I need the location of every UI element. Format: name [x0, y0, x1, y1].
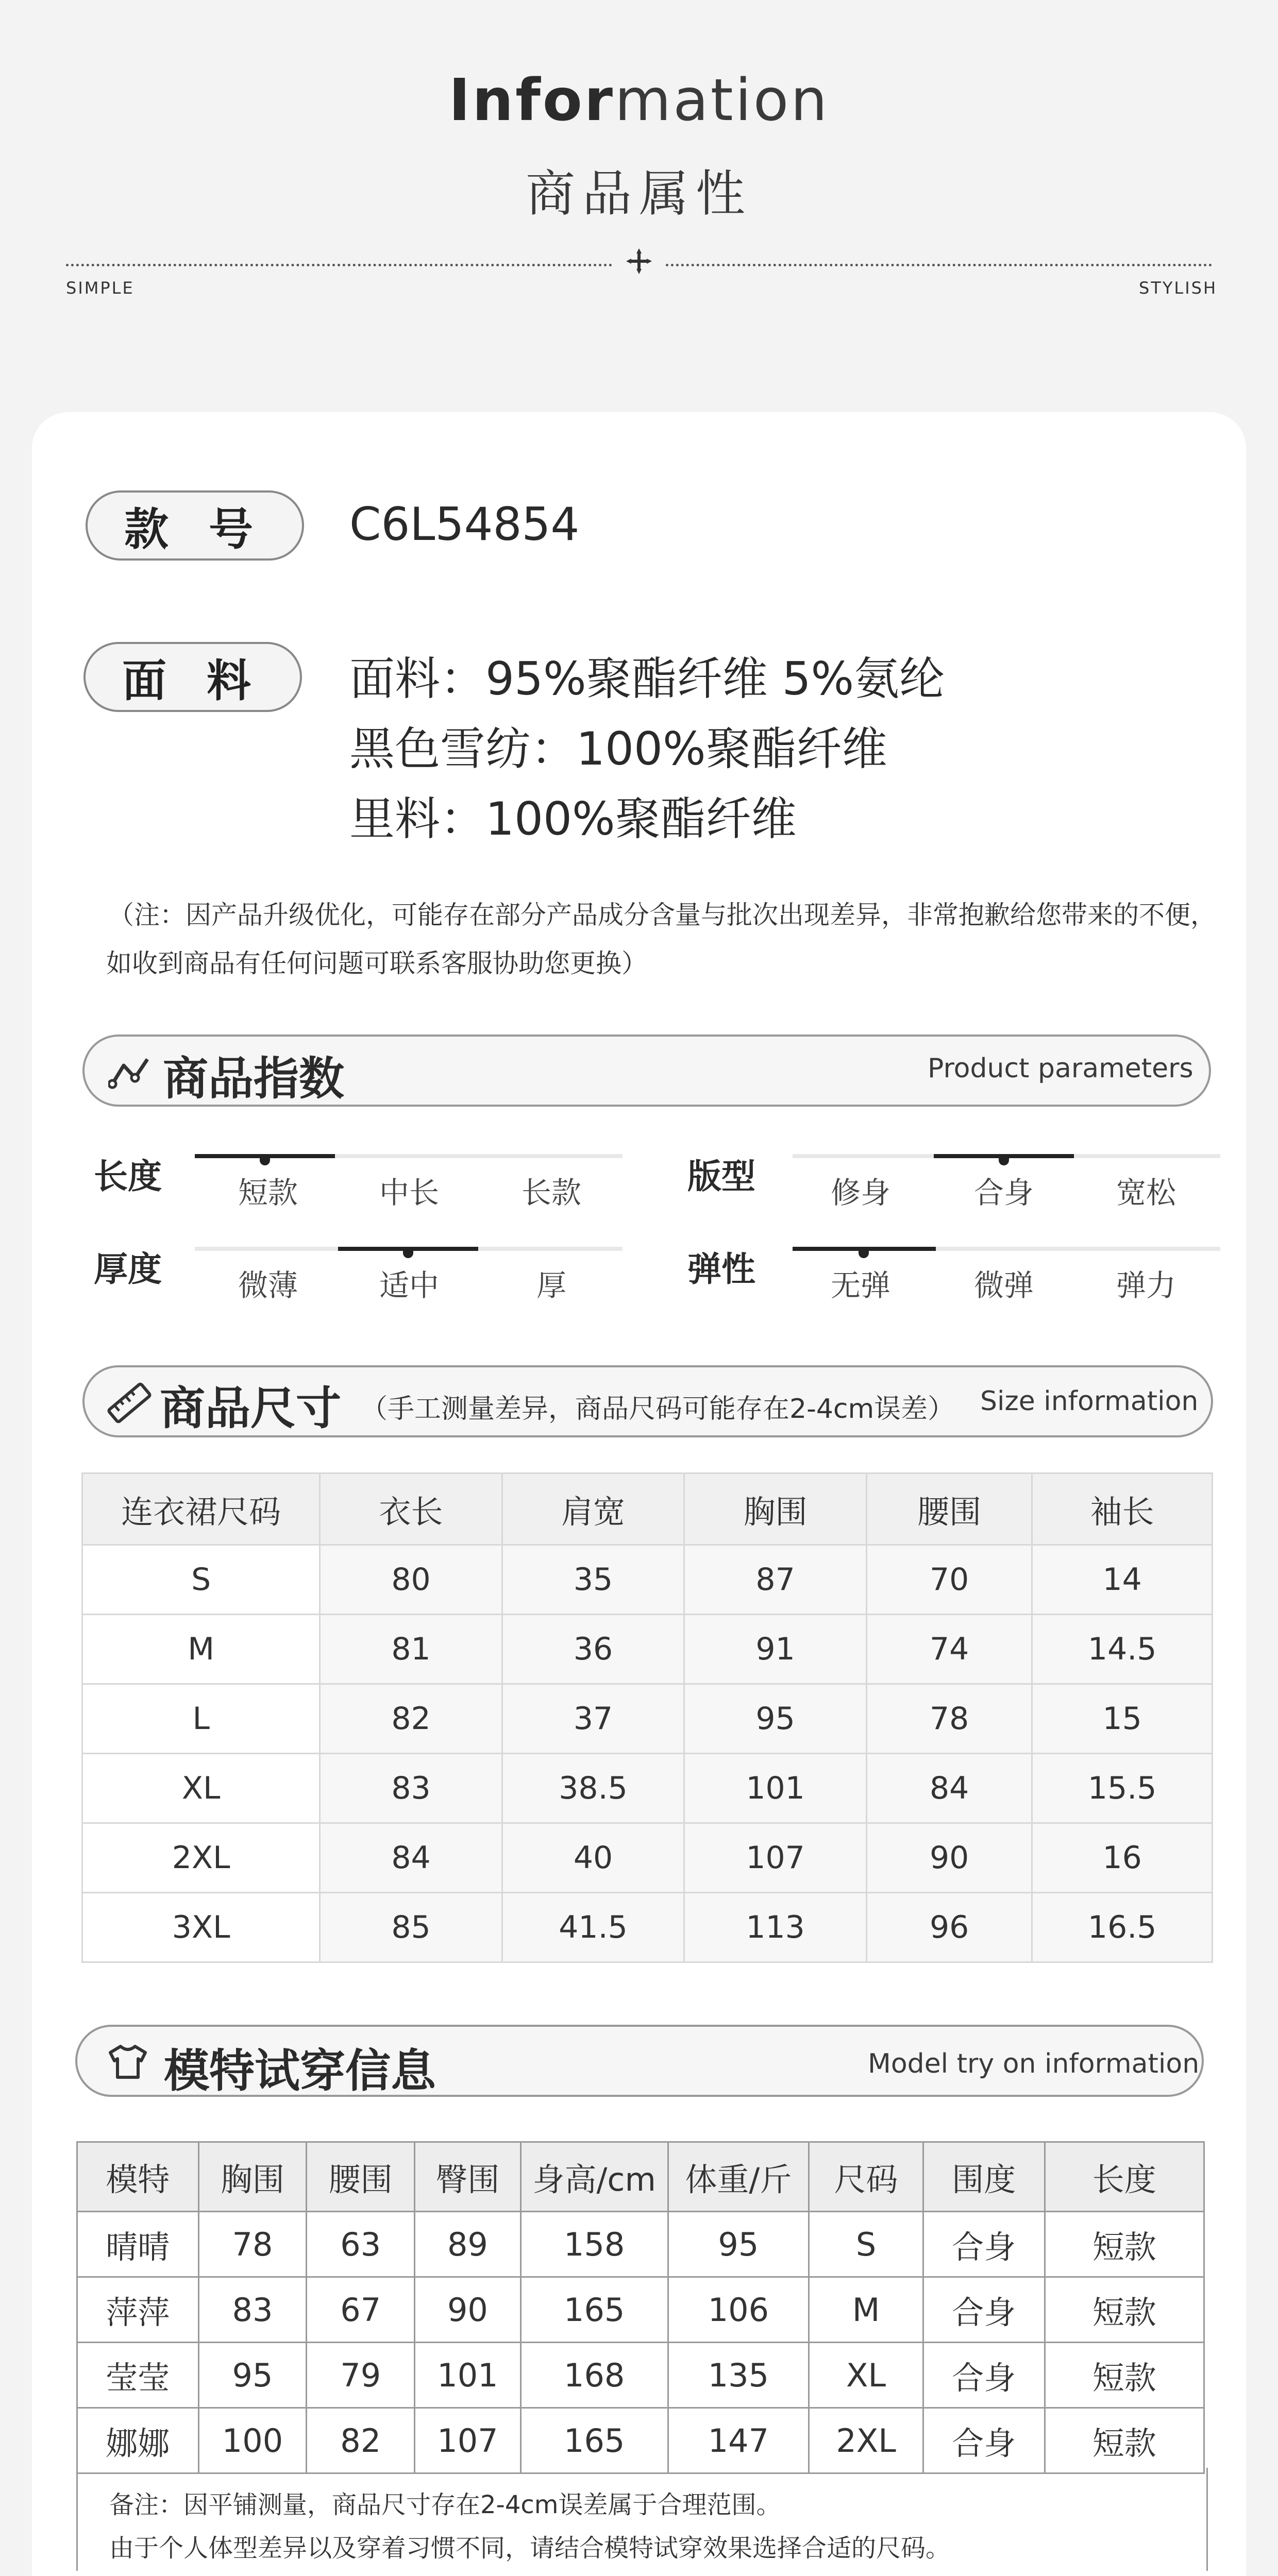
table-cell: 107: [415, 2408, 521, 2473]
fabric-line-2: 黑色雪纺：100%聚酯纤维: [349, 722, 887, 775]
style-no-label: 款 号: [86, 490, 304, 561]
header-divider-right: [666, 264, 1212, 266]
table-cell: 89: [415, 2212, 521, 2277]
table-row: [77, 2212, 1204, 2277]
table-cell: 96: [866, 1893, 1032, 1962]
note-line-2: 如收到商品有任何问题可联系客服协助您更换）: [106, 948, 647, 978]
length-option-2: 中长: [379, 1175, 439, 1210]
model-header-hip: 臀围: [415, 2142, 521, 2212]
table-cell: 16.5: [1032, 1893, 1213, 1962]
model-section-title-en: Model try on information: [868, 2048, 1200, 2079]
size-header-shoulder: 肩宽: [502, 1473, 684, 1545]
table-cell: 合身: [923, 2343, 1045, 2408]
tshirt-icon: [106, 2043, 149, 2080]
header-subtitle: 商品属性: [526, 165, 752, 223]
fabric-line-3: 里料：100%聚酯纤维: [349, 792, 797, 845]
fabric-line-1: 面料：95%聚酯纤维 5%氨纶: [349, 652, 945, 705]
note-line-1: （注：因产品升级优化，可能存在部分产品成分含量与批次出现差异，非常抱歉给您带来的不便，: [108, 900, 1216, 930]
table-cell: 81: [320, 1615, 502, 1684]
index-name-fit: 版型: [687, 1157, 755, 1196]
header-title-light: mation: [615, 67, 830, 134]
table-cell: 158: [520, 2212, 668, 2277]
table-cell: 短款: [1045, 2343, 1204, 2408]
table-cell: 2XL: [82, 1823, 320, 1893]
table-row: [82, 1823, 1213, 1893]
table-cell: 14.5: [1032, 1615, 1213, 1684]
fabric-label: 面 料: [83, 642, 302, 712]
thickness-track-active: [338, 1247, 478, 1251]
size-header-bust: 胸围: [684, 1473, 867, 1545]
table-cell: 41.5: [502, 1893, 684, 1962]
table-cell: 84: [320, 1823, 502, 1893]
trend-line-icon: [108, 1054, 153, 1090]
table-cell: 合身: [923, 2212, 1045, 2277]
model-header-height: 身高/cm: [520, 2142, 668, 2212]
model-section-title: 模特试穿信息: [164, 2044, 436, 2097]
table-cell: 38.5: [502, 1754, 684, 1823]
model-header-length: 长度: [1045, 2142, 1204, 2212]
table-cell: 165: [520, 2277, 668, 2343]
header-divider-left: [66, 264, 612, 266]
header-title-bold: Infor: [448, 67, 615, 134]
table-cell: 90: [866, 1823, 1032, 1893]
size-section-subtitle: （手工测量差异，商品尺码可能存在2-4cm误差）: [361, 1394, 955, 1425]
table-cell: 萍萍: [77, 2277, 199, 2343]
table-row: [82, 1754, 1213, 1823]
table-cell: 79: [307, 2343, 415, 2408]
header-title: [0, 67, 1278, 134]
remark-line-2: 由于个人体型差异以及穿着习惯不同，请结合模特试穿效果选择合适的尺码。: [109, 2534, 951, 2563]
table-cell: 短款: [1045, 2408, 1204, 2473]
table-cell: XL: [82, 1754, 320, 1823]
table-cell: 2XL: [809, 2408, 923, 2473]
thickness-option-3: 厚: [536, 1268, 566, 1303]
table-cell: 168: [520, 2343, 668, 2408]
table-cell: 84: [866, 1754, 1032, 1823]
table-row: [82, 1615, 1213, 1684]
table-cell: M: [82, 1615, 320, 1684]
table-cell: 15.5: [1032, 1754, 1213, 1823]
table-cell: 晴晴: [77, 2212, 199, 2277]
style-no-value: C6L54854: [349, 498, 580, 551]
elasticity-track-active: [793, 1247, 936, 1251]
table-cell: 101: [684, 1754, 867, 1823]
model-header-size: 尺码: [809, 2142, 923, 2212]
model-table-header: [77, 2142, 1204, 2212]
table-cell: 82: [307, 2408, 415, 2473]
table-cell: 107: [684, 1823, 867, 1893]
table-cell: 36: [502, 1615, 684, 1684]
table-cell: 短款: [1045, 2212, 1204, 2277]
table-cell: 82: [320, 1684, 502, 1754]
table-cell: 100: [198, 2408, 307, 2473]
table-cell: 80: [320, 1545, 502, 1615]
table-cell: 78: [866, 1684, 1032, 1754]
table-row: [82, 1684, 1213, 1754]
size-section-title-en: Size information: [980, 1386, 1199, 1417]
header-left-word: SIMPLE: [66, 278, 134, 298]
table-cell: 147: [668, 2408, 809, 2473]
table-cell: 113: [684, 1893, 867, 1962]
index-section-title: 商品指数: [163, 1052, 345, 1105]
index-name-thickness: 厚度: [94, 1249, 162, 1289]
table-cell: 91: [684, 1615, 867, 1684]
table-cell: 106: [668, 2277, 809, 2343]
table-cell: 16: [1032, 1823, 1213, 1893]
size-table-header: [82, 1473, 1213, 1545]
size-header-length: 衣长: [320, 1473, 502, 1545]
index-name-length: 长度: [94, 1157, 162, 1196]
table-cell: 90: [415, 2277, 521, 2343]
table-cell: 娜娜: [77, 2408, 199, 2473]
table-cell: S: [809, 2212, 923, 2277]
table-cell: 37: [502, 1684, 684, 1754]
table-cell: M: [809, 2277, 923, 2343]
thickness-option-2: 适中: [379, 1268, 439, 1303]
table-cell: 95: [668, 2212, 809, 2277]
table-cell: 70: [866, 1545, 1032, 1615]
table-cell: XL: [809, 2343, 923, 2408]
table-cell: 63: [307, 2212, 415, 2277]
table-cell: 35: [502, 1545, 684, 1615]
table-cell: 83: [320, 1754, 502, 1823]
size-header-size: 连衣裙尺码: [82, 1473, 320, 1545]
table-cell: 78: [198, 2212, 307, 2277]
model-header-fit: 围度: [923, 2142, 1045, 2212]
table-cell: 短款: [1045, 2277, 1204, 2343]
model-header-waist: 腰围: [307, 2142, 415, 2212]
table-cell: 14: [1032, 1545, 1213, 1615]
table-row: [82, 1545, 1213, 1615]
table-cell: 87: [684, 1545, 867, 1615]
table-cell: 15: [1032, 1684, 1213, 1754]
cross-ornament-icon: [625, 247, 653, 275]
elasticity-option-2: 微弹: [973, 1268, 1034, 1303]
table-cell: 合身: [923, 2408, 1045, 2473]
table-cell: 135: [668, 2343, 809, 2408]
length-track-active: [195, 1154, 335, 1158]
elasticity-option-1: 无弹: [830, 1268, 890, 1303]
table-cell: 95: [198, 2343, 307, 2408]
size-table: [81, 1472, 1213, 1963]
table-cell: 40: [502, 1823, 684, 1893]
fit-option-3: 宽松: [1116, 1175, 1176, 1210]
model-header-weight: 体重/斤: [668, 2142, 809, 2212]
table-cell: L: [82, 1684, 320, 1754]
length-option-1: 短款: [238, 1175, 298, 1210]
model-header-name: 模特: [77, 2142, 199, 2212]
table-row: [77, 2408, 1204, 2473]
header-right-word: STYLISH: [1139, 278, 1218, 298]
table-row: [77, 2343, 1204, 2408]
fit-track-active: [934, 1154, 1074, 1158]
elasticity-option-3: 弹力: [1116, 1268, 1176, 1303]
table-row: [77, 2277, 1204, 2343]
size-header-waist: 腰围: [866, 1473, 1032, 1545]
table-cell: 莹莹: [77, 2343, 199, 2408]
fit-option-2: 合身: [973, 1175, 1034, 1210]
table-cell: 95: [684, 1684, 867, 1754]
table-row: [82, 1893, 1213, 1962]
size-header-sleeve: 袖长: [1032, 1473, 1213, 1545]
ruler-icon: [106, 1381, 153, 1425]
table-cell: 67: [307, 2277, 415, 2343]
length-option-3: 长款: [521, 1175, 581, 1210]
table-cell: 3XL: [82, 1893, 320, 1962]
remark-line-1: 备注：因平铺测量，商品尺寸存在2-4cm误差属于合理范围。: [109, 2490, 781, 2519]
table-cell: 101: [415, 2343, 521, 2408]
model-header-bust: 胸围: [198, 2142, 307, 2212]
table-cell: S: [82, 1545, 320, 1615]
fit-option-1: 修身: [830, 1175, 890, 1210]
table-cell: 合身: [923, 2277, 1045, 2343]
index-name-elasticity: 弹性: [687, 1249, 755, 1289]
table-cell: 165: [520, 2408, 668, 2473]
size-section-title: 商品尺寸: [160, 1382, 342, 1435]
table-cell: 85: [320, 1893, 502, 1962]
model-table: [76, 2141, 1205, 2474]
thickness-option-1: 微薄: [238, 1268, 298, 1303]
index-section-title-en: Product parameters: [928, 1053, 1193, 1084]
table-cell: 74: [866, 1615, 1032, 1684]
table-cell: 83: [198, 2277, 307, 2343]
